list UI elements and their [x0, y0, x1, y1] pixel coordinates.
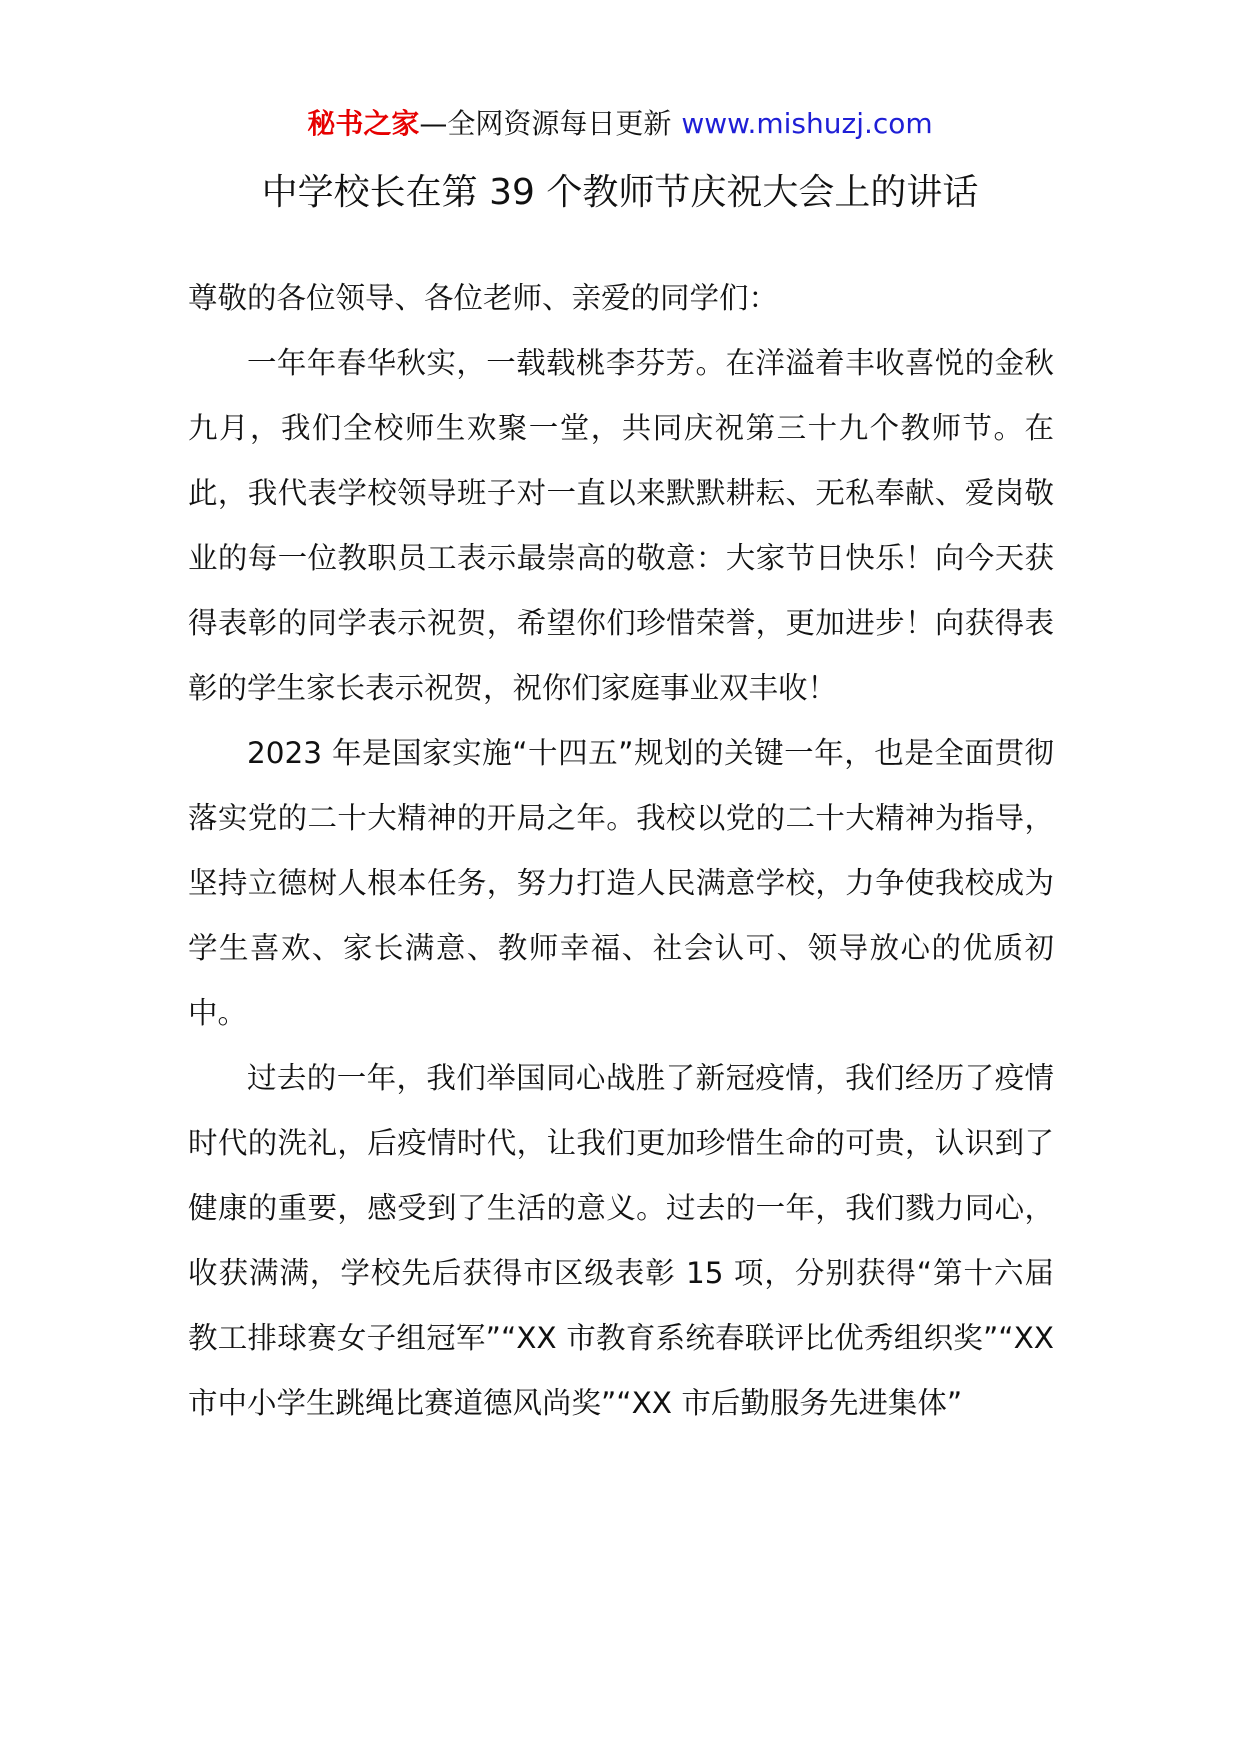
header-tagline: —全网资源每日更新 [419, 107, 672, 140]
paragraph: 一年年春华秋实，一载载桃李芬芳。在洋溢着丰收喜悦的金秋九月，我们全校师生欢聚一堂，共同庆祝第三十九个教师节。在此，我代表学校领导班子对一直以来默默耕耘、无私奉献、爱岗敬业的每一位教职员工表示最崇高的敬意：大家节日快乐！向今天获得表彰的同学表示祝贺，希望你们珍惜荣誉，更加进步！向获得表彰的学生家长表示祝贺，祝你们家庭事业双丰收！ [188, 346, 1054, 705]
brand-name[interactable]: 秘书之家 [307, 107, 420, 140]
document-title: 中学校长在第 39 个教师节庆祝大会上的讲话 [261, 172, 979, 213]
site-url-link[interactable]: www.mishuzj.com [681, 107, 933, 140]
site-header [0, 104, 1240, 144]
paragraph: 过去的一年，我们举国同心战胜了新冠疫情，我们经历了疫情时代的洗礼，后疫情时代，让我们更加珍惜生命的可贵，认识到了健康的重要，感受到了生活的意义。过去的一年，我们戮力同心，收获满满，学校先后获得市区级表彰 15 项，分别获得“第十六届教工排球赛女子组冠军”“XX 市教育系统春联评比优秀组织奖”“XX 市中小学生跳绳比赛道德风尚奖”“XX 市后勤服务先进集体” [188, 1061, 1054, 1420]
paragraph: 2023 年是国家实施“十四五”规划的关键一年，也是全面贯彻落实党的二十大精神的开局之年。我校以党的二十大精神为指导，坚持立德树人根本任务，努力打造人民满意学校，力争使我校成为学生喜欢、家长满意、教师幸福、社会认可、领导放心的优质初中。 [188, 736, 1054, 1030]
salutation: 尊敬的各位领导、各位老师、亲爱的同学们： [188, 281, 779, 315]
document-body [188, 266, 1054, 1436]
